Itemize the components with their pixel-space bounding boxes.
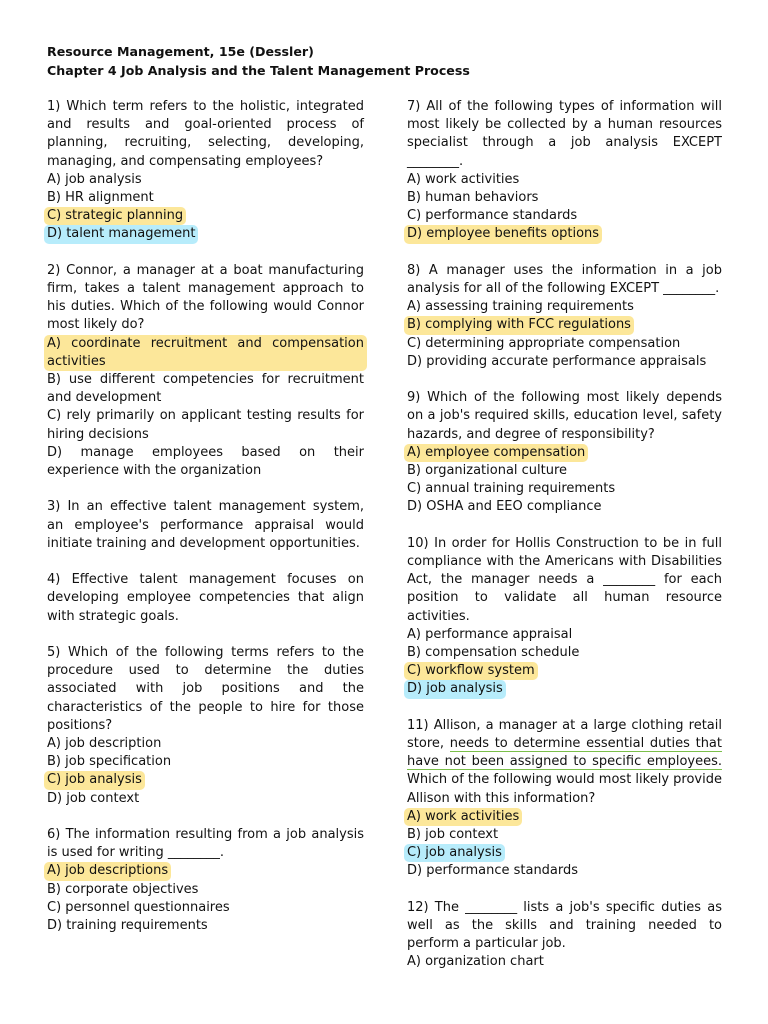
option-c: C) performance standards xyxy=(407,208,578,224)
option-a: A) job description xyxy=(47,736,162,752)
option-a-highlighted: A) work activities xyxy=(404,808,522,826)
question-stem: 6) The information resulting from a job analysis is used for writing ________. xyxy=(47,827,364,861)
left-column xyxy=(47,98,364,953)
option-c-highlighted: C) workflow system xyxy=(404,662,538,680)
question-5 xyxy=(47,644,364,808)
document-header xyxy=(47,43,470,80)
question-stem: 1) Which term refers to the holistic, integrated and results and goal-oriented process of planning, recruiting, selecting, developing, managing, and compensating employees? xyxy=(47,99,364,169)
stem-question: Which of the following would most likely provide Allison with this information? xyxy=(407,772,722,806)
option-d: D) providing accurate performance appraisals xyxy=(407,353,707,369)
option-b: B) compensation schedule xyxy=(407,645,580,661)
option-c: C) personnel questionnaires xyxy=(47,899,230,915)
option-b: B) job context xyxy=(407,827,499,843)
option-b: B) HR alignment xyxy=(47,190,154,206)
question-11 xyxy=(407,717,722,881)
question-stem xyxy=(407,717,722,808)
question-4 xyxy=(47,571,364,626)
option-a: A) assessing training requirements xyxy=(407,299,634,315)
option-b: B) corporate objectives xyxy=(47,881,199,897)
question-3 xyxy=(47,498,364,553)
question-12 xyxy=(407,899,722,972)
option-a: A) organization chart xyxy=(407,954,544,970)
question-1 xyxy=(47,98,364,244)
question-9 xyxy=(407,389,722,516)
question-stem: 7) All of the following types of information will most likely be collected by a human resources specialist through a job analysis EXCEPT ________. xyxy=(407,99,722,169)
option-d: D) manage employees based on their experience with the organization xyxy=(47,444,364,479)
question-2 xyxy=(47,262,364,480)
option-d-highlighted: D) talent management xyxy=(44,225,198,243)
option-d: D) performance standards xyxy=(407,863,579,879)
option-a-highlighted: A) coordinate recruitment and compensation activities xyxy=(44,335,367,371)
question-8 xyxy=(407,262,722,371)
chapter-title: Chapter 4 Job Analysis and the Talent Management Process xyxy=(47,62,470,78)
option-b-highlighted: B) complying with FCC regulations xyxy=(404,316,634,334)
option-b: B) use different competencies for recruitment and development xyxy=(47,372,364,406)
option-a-highlighted: A) job descriptions xyxy=(44,862,171,880)
option-c-highlighted: C) job analysis xyxy=(44,771,145,789)
option-d: D) training requirements xyxy=(47,918,208,934)
option-a: A) work activities xyxy=(407,171,520,187)
right-column xyxy=(407,98,722,990)
question-7 xyxy=(407,98,722,244)
option-d-highlighted: D) job analysis xyxy=(404,680,506,698)
question-stem: 8) A manager uses the information in a job analysis for all of the following EXCEPT ________. xyxy=(407,262,722,297)
question-stem: 4) Effective talent management focuses on developing employee competencies that align with strategic goals. xyxy=(47,572,364,624)
question-6 xyxy=(47,826,364,935)
option-a: A) job analysis xyxy=(47,171,142,187)
question-stem: 9) Which of the following most likely depends on a job's required skills, education level, safety hazards, and degree of responsibility? xyxy=(407,390,722,442)
underlined-phrase: needs to determine essential duties that have not been assigned to specific employees. xyxy=(407,736,722,770)
option-b: B) organizational culture xyxy=(407,463,568,479)
option-c-highlighted: C) job analysis xyxy=(404,844,505,862)
question-stem: 10) In order for Hollis Construction to be in full compliance with the Americans with Disabilities Act, the manager needs a ________ for each position to validate all human resource activities. xyxy=(407,535,722,624)
option-d: D) OSHA and EEO compliance xyxy=(407,499,602,515)
option-a: A) performance appraisal xyxy=(407,626,573,642)
book-title: Resource Management, 15e (Dessler) xyxy=(47,44,314,59)
question-10 xyxy=(407,535,722,699)
question-stem: 3) In an effective talent management system, an employee's performance appraisal would initiate training and development opportunities. xyxy=(47,499,364,551)
option-c: C) determining appropriate compensation xyxy=(407,335,681,351)
option-c: C) annual training requirements xyxy=(407,481,616,497)
question-stem: 5) Which of the following terms refers to the procedure used to determine the duties associated with job positions and the characteristics of the people to hire for those positions? xyxy=(47,645,364,733)
stem-intro: 11) Allison, a manager at a large clothing retail store, xyxy=(407,717,722,752)
option-b: B) human behaviors xyxy=(407,190,539,206)
option-c: C) rely primarily on applicant testing results for hiring decisions xyxy=(47,408,364,442)
option-b: B) job specification xyxy=(47,754,172,770)
option-d-highlighted: D) employee benefits options xyxy=(404,225,602,243)
question-stem: 2) Connor, a manager at a boat manufacturing firm, takes a talent management approach to his duties. Which of the following would Connor most likely do? xyxy=(47,262,364,333)
option-c-highlighted: C) strategic planning xyxy=(44,207,186,225)
question-stem: 12) The ________ lists a job's specific duties as well as the skills and training needed to perform a particular job. xyxy=(407,899,722,952)
option-d: D) job context xyxy=(47,790,140,806)
option-a-highlighted: A) employee compensation xyxy=(404,444,588,462)
